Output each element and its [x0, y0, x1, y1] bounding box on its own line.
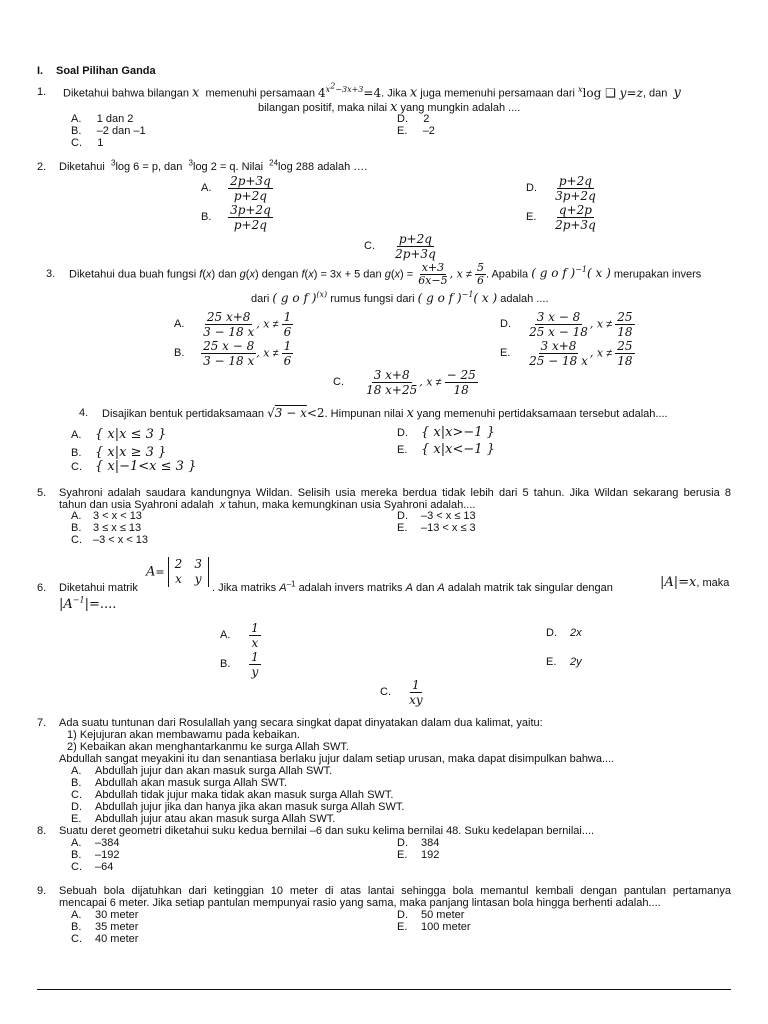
- q1-number: 1.: [37, 86, 47, 98]
- q8-option-d[interactable]: D. 384: [397, 837, 440, 849]
- q9-option-b[interactable]: B. 35 meter: [71, 921, 139, 933]
- q9-text-line1: Sebuah bola dijatuhkan dari ketinggian 10 meter di atas lantai sehingga bola memantul kembali dengan pantulan pertamanya: [59, 885, 731, 897]
- q4-option-b[interactable]: B. { x|x ≥ 3 }: [71, 445, 167, 460]
- q7-text-line1: Ada suatu tuntunan dari Rosulallah yang secara singkat dapat dinyatakan dalam dua kalimat, yaitu:: [59, 717, 543, 729]
- q8-option-c[interactable]: C. –64: [71, 861, 114, 873]
- q7-option-e[interactable]: E. Abdullah jujur atau akan masuk surga Allah SWT.: [71, 813, 336, 825]
- q4-option-c[interactable]: C. { x|−1<x ≤ 3 }: [71, 459, 197, 474]
- q9-option-c[interactable]: C. 40 meter: [71, 933, 139, 945]
- footer-divider: [37, 989, 731, 990]
- q6-option-e[interactable]: E. 2y: [546, 656, 582, 668]
- section-title: Soal Pilihan Ganda: [56, 65, 156, 77]
- q7-text-line2: Abdullah sangat meyakini itu dan senantiasa berlaku jujur dalam setiap urusan, maka dapat disimpulkan bahwa....: [59, 753, 615, 765]
- q1-option-e[interactable]: E. –2: [397, 125, 435, 137]
- q9-option-e[interactable]: E. 100 meter: [397, 921, 471, 933]
- q6-text-a: Diketahui matrik: [59, 582, 138, 594]
- q1-option-b[interactable]: B. –2 dan –1: [71, 125, 146, 137]
- q4-text: Disajikan bentuk pertidaksamaan √3 − x<2. Himpunan nilai x yang memenuhi pertidaksamaan tersebut adalah....: [102, 406, 668, 421]
- q6-number: 6.: [37, 582, 47, 594]
- q3-option-b[interactable]: B. $\frac{25 x - 8}{3 - 18 x}$ , x ≠ $\frac{1}{6}$: [174, 339, 292, 368]
- q7-option-d[interactable]: D. Abdullah jujur jika dan hanya jika akan masuk surga Allah SWT.: [71, 801, 405, 813]
- q1-option-a[interactable]: A. 1 dan 2: [71, 113, 134, 125]
- q4-number: 4.: [79, 407, 89, 419]
- q2-option-b[interactable]: B. $\frac{3p+2q}{p+2q}$: [201, 203, 271, 232]
- q9-option-a[interactable]: A. 30 meter: [71, 909, 139, 921]
- q5-option-b[interactable]: B. 3 ≤ x ≤ 13: [71, 522, 142, 534]
- q3-option-d[interactable]: D. $\frac{3 x - 8}{25 x - 18}$ , x ≠ $\frac{25}{18}$: [500, 310, 633, 339]
- q2-option-a[interactable]: A. $\frac{2p+3q}{p+2q}$: [201, 174, 271, 203]
- q5-number: 5.: [37, 487, 47, 499]
- q3-option-c[interactable]: C. $\frac{3 x+8}{18 x+25}$ , x ≠ $\frac{- 25}{18}$: [333, 368, 476, 397]
- q9-number: 9.: [37, 885, 47, 897]
- q7-option-c[interactable]: C. Abdullah tidak jujur maka tidak akan masuk surga Allah SWT.: [71, 789, 394, 801]
- q9-text-line2: mencapai 6 meter. Jika setiap pantulan mempunyai rasio yang sama, maka panjang lintasan bola hingga berhenti adalah....: [59, 897, 661, 909]
- q8-option-b[interactable]: B. –192: [71, 849, 120, 861]
- q6-det-condition: |A|=x, maka: [660, 575, 730, 590]
- q4-option-a[interactable]: A. { x|x ≤ 3 }: [71, 427, 167, 442]
- q6-question: $|A^{-1}|=$....: [59, 595, 117, 612]
- q8-text: Suatu deret geometri diketahui suku kedua bernilai –6 dan suku kelima bernilai 48. Suku kedelapan bernilai....: [59, 825, 595, 837]
- q9-option-d[interactable]: D. 50 meter: [397, 909, 465, 921]
- q5-option-d[interactable]: D. –3 < x ≤ 13: [397, 510, 476, 522]
- q8-option-e[interactable]: E. 192: [397, 849, 440, 861]
- q5-option-e[interactable]: E. –13 < x ≤ 3: [397, 522, 476, 534]
- q6-option-c[interactable]: C. $\frac{1}{xy}$: [380, 678, 423, 707]
- q2-number: 2.: [37, 161, 47, 173]
- section-number: I.: [37, 65, 44, 77]
- q1-text-line2: bilangan positif, maka nilai x yang mungkin adalah ....: [258, 100, 521, 115]
- q3-text-line2: dari ( g o f )$^{(x)}$ rumus fungsi dari ( g o f )$^{-1}$( x ) adalah ....: [251, 290, 549, 305]
- q2-text: Diketahui $^3$log 6 = p, dan $^3$log 2 = q. Nilai $^{24}$log 288 adalah ….: [59, 158, 368, 173]
- q4-option-d[interactable]: D. { x|x>−1 }: [397, 425, 495, 440]
- q6-option-a[interactable]: A. $\frac{1}{x}$: [220, 621, 259, 650]
- q5-option-c[interactable]: C. –3 < x < 13: [71, 534, 149, 546]
- q3-option-a[interactable]: A. $\frac{25 x+8}{3 - 18 x}$ , x ≠ $\frac{1}{6}$: [174, 310, 292, 339]
- q7-option-a[interactable]: A. Abdullah jujur dan akan masuk surga Allah SWT.: [71, 765, 333, 777]
- q8-option-a[interactable]: A. –384: [71, 837, 120, 849]
- q5-text-line2: tahun dan usia Syahroni adalah x tahun, maka kemungkinan usia Syahroni adalah....: [59, 499, 476, 511]
- q5-option-a[interactable]: A. 3 < x < 13: [71, 510, 142, 522]
- q1-option-d[interactable]: D. 2: [397, 113, 430, 125]
- q3-text-line1: Diketahui dua buah fungsi f(x) dan g(x) dengan f(x) = 3x + 5 dan g(x) = $\frac{x+3}{6x-5}$ , x ≠ $\frac{5}{6}$ . Apabila ( g o f )$^{-1}$( x ) merupakan invers: [69, 261, 702, 287]
- q2-option-e[interactable]: E. $\frac{q+2p}{2p+3q}$: [526, 203, 596, 232]
- q4-option-e[interactable]: E. { x|x<−1 }: [397, 442, 495, 457]
- q6-matrix-a: A= 2 3 x y: [146, 557, 209, 587]
- q7-sub1: 1) Kejujuran akan membawamu pada kebaikan.: [67, 729, 300, 741]
- q3-option-e[interactable]: E. $\frac{3 x+8}{25 - 18 x}$ , x ≠ $\frac{25}{18}$: [500, 339, 633, 368]
- q2-option-c[interactable]: C. $\frac{p+2q}{2p+3q}$: [364, 232, 436, 261]
- q6-text-b: . Jika matriks $A^{-1}$ adalah invers matriks A dan A adalah matrik tak singular dengan: [212, 579, 613, 594]
- q2-option-d[interactable]: D. $\frac{p+2q}{3p+2q}$: [526, 174, 596, 203]
- q7-number: 7.: [37, 717, 47, 729]
- q1-option-c[interactable]: C. 1: [71, 137, 104, 149]
- q6-option-b[interactable]: B. $\frac{1}{y}$: [220, 650, 259, 679]
- q7-option-b[interactable]: B. Abdullah akan masuk surga Allah SWT.: [71, 777, 287, 789]
- q3-number: 3.: [46, 268, 56, 280]
- q7-sub2: 2) Kebaikan akan menghantarkanmu ke surga Allah SWT.: [67, 741, 349, 753]
- q1-text-line1: Diketahui bahwa bilangan x memenuhi persamaan $4^{x^2-3x+3}=4$. Jika x juga memenuhi persamaan dari $^x$log ❑ y=z, dan y: [63, 81, 681, 101]
- q8-number: 8.: [37, 825, 47, 837]
- q6-option-d[interactable]: D. 2x: [546, 627, 582, 639]
- q5-text-line1: Syahroni adalah saudara kandungnya Wildan. Selisih usia mereka berdua tidak lebih dari 5 tahun. Jika Wildan sekarang berusia 8: [59, 487, 731, 499]
